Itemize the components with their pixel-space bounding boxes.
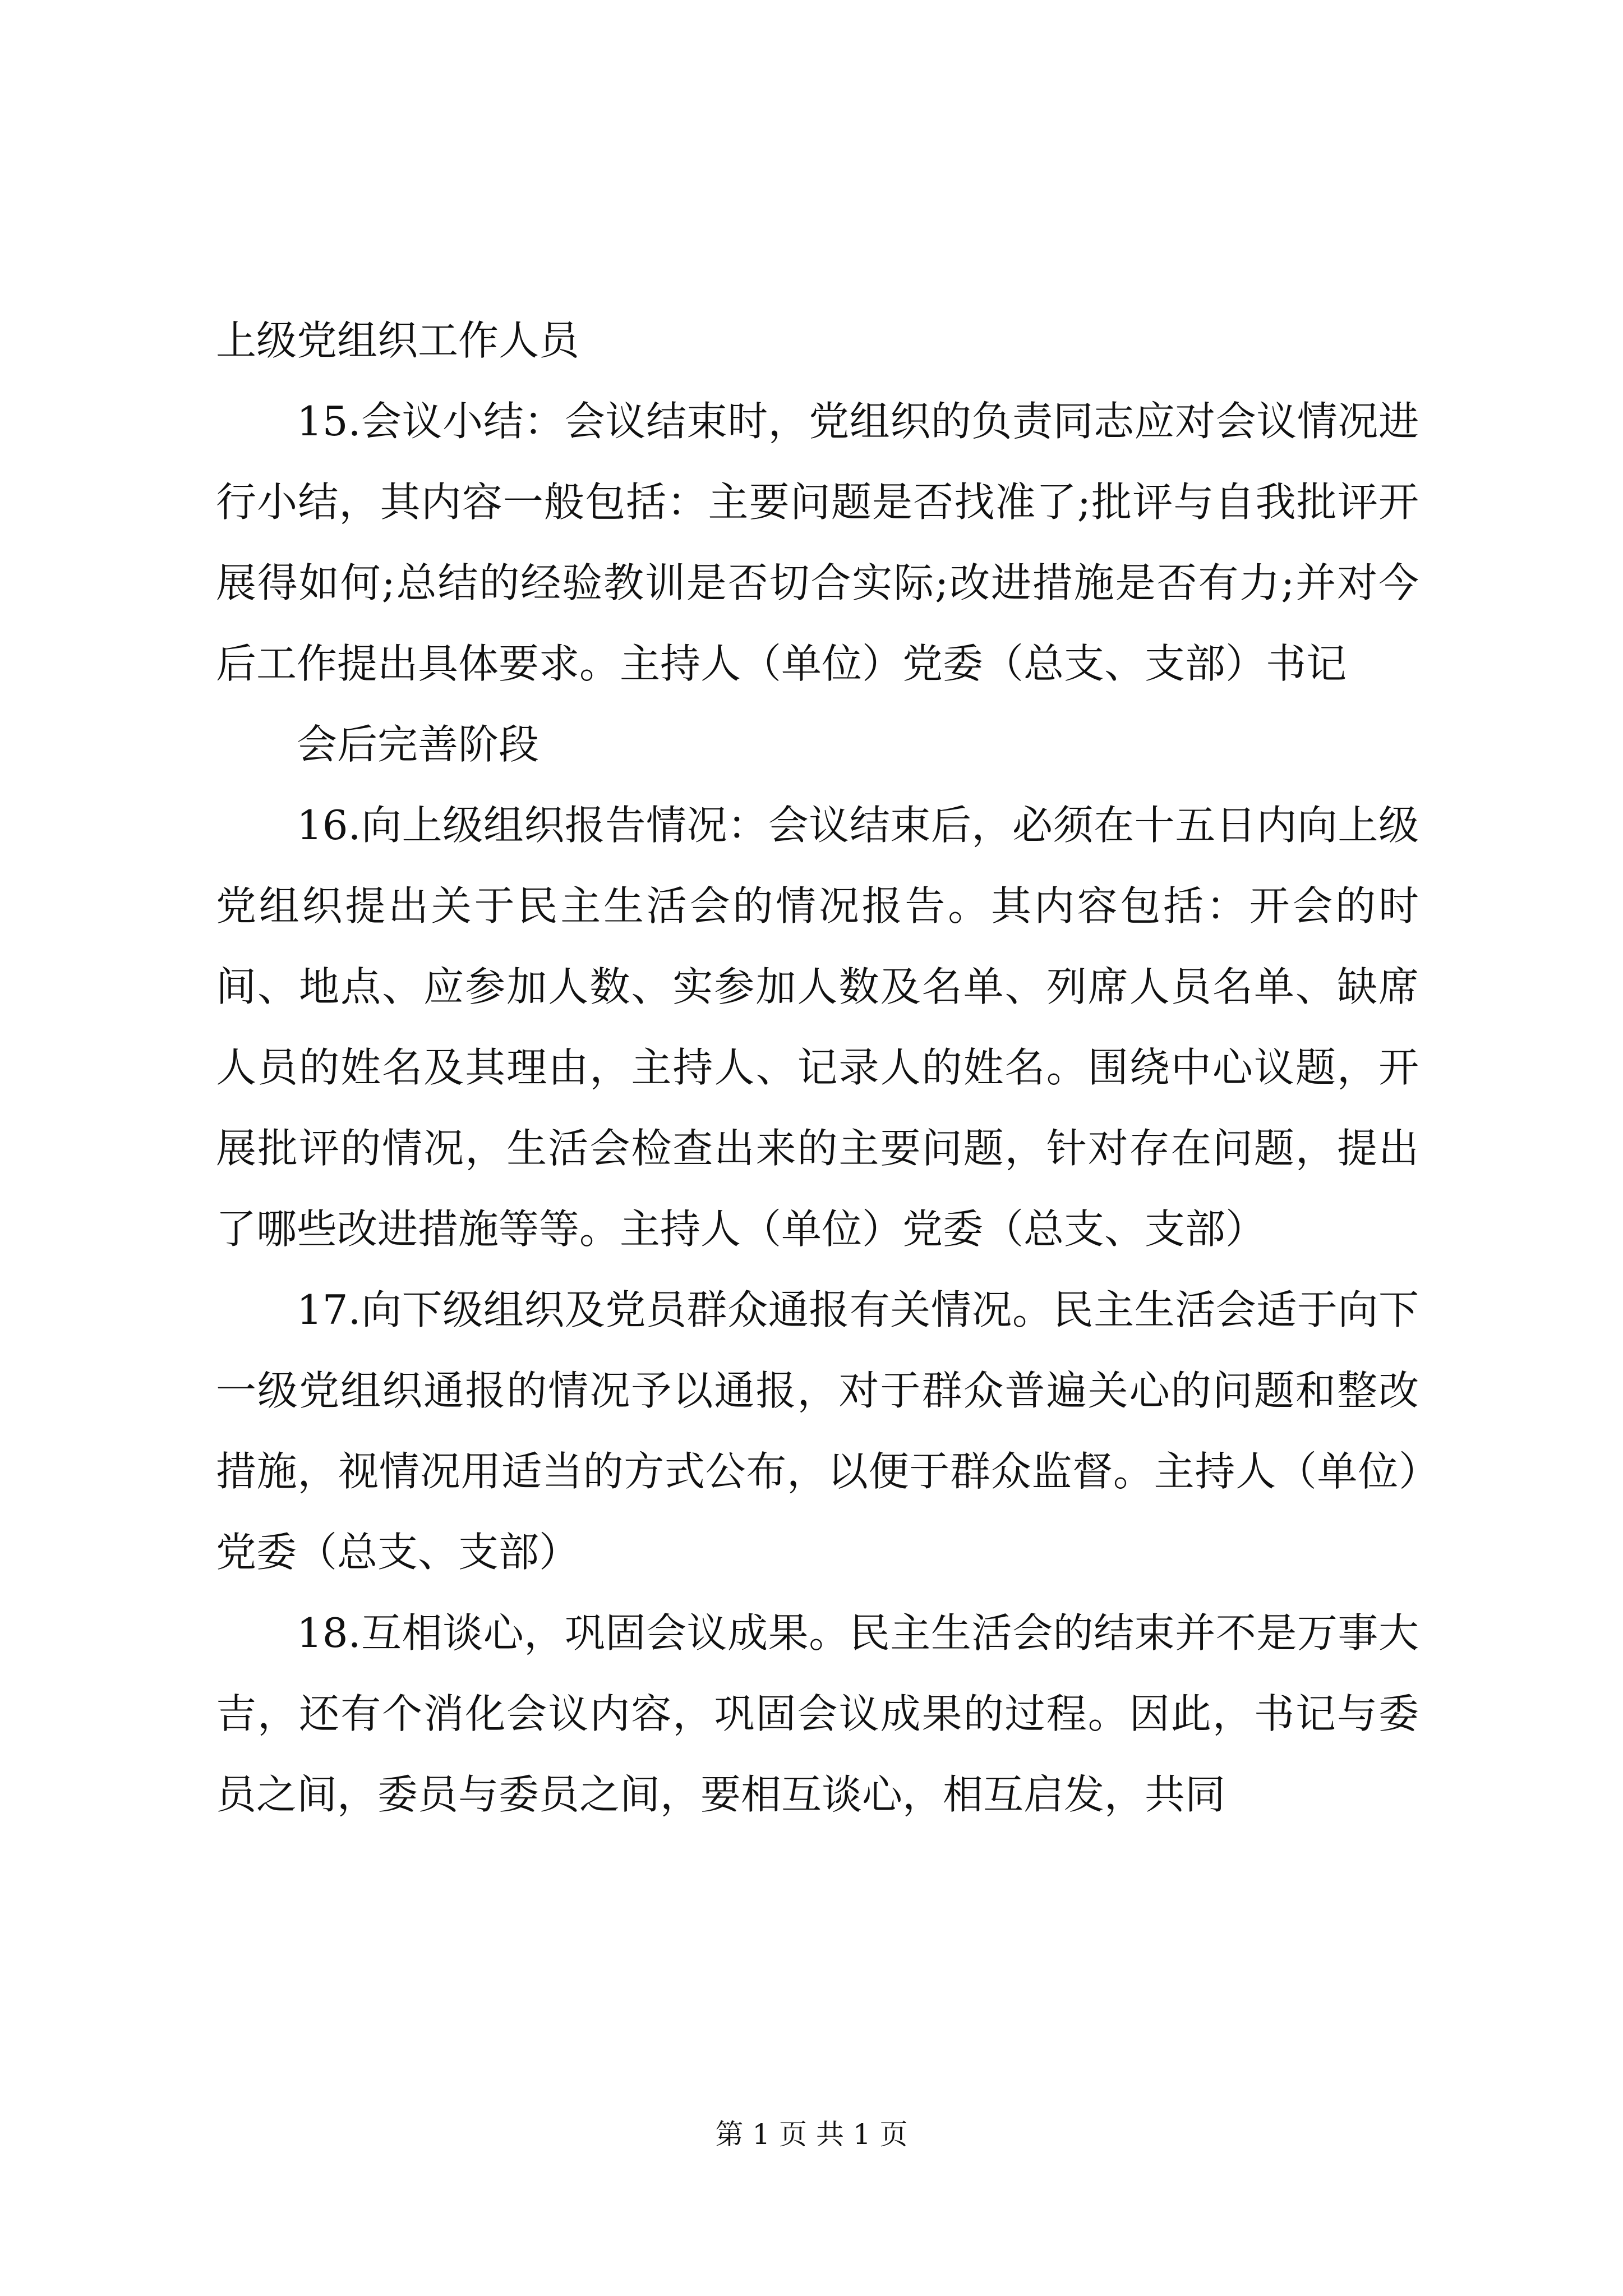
paragraph-continuation: 上级党组织工作人员 <box>216 317 580 364</box>
paragraph-item-15: 15.会议小结：会议结束时，党组织的负责同志应对会议情况进行小结，其内容一般包括：主要问题是否找准了;批评与自我批评开展得如何;总结的经验教训是否切合实际;改进措施是否有力;并对今后工作提出具体要求。主持人（单位）党委（总支、支部）书记 <box>216 398 1419 687</box>
page-number-footer: 第 1 页 共 1 页 <box>715 2118 908 2151</box>
document-body <box>216 300 1419 1835</box>
paragraph-item-18: 18.互相谈心，巩固会议成果。民主生活会的结束并不是万事大吉，还有个消化会议内容，巩固会议成果的过程。因此，书记与委员之间，委员与委员之间，要相互谈心，相互启发，共同 <box>216 1609 1419 1818</box>
section-heading: 会后完善阶段 <box>297 721 540 768</box>
paragraph-item-16: 16.向上级组织报告情况：会议结束后，必须在十五日内向上级党组织提出关于民主生活会的情况报告。其内容包括：开会的时间、地点、应参加人数、实参加人数及名单、列席人员名单、缺席人员的姓名及其理由，主持人、记录人的姓名。围绕中心议题，开展批评的情况，生活会检查出来的主要问题，针对存在问题，提出了哪些改进措施等等。主持人（单位）党委（总支、支部） <box>216 802 1419 1253</box>
paragraph-item-17: 17.向下级组织及党员群众通报有关情况。民主生活会适于向下一级党组织通报的情况予以通报，对于群众普遍关心的问题和整改措施，视情况用适当的方式公布，以便于群众监督。主持人（单位）党委（总支、支部） <box>216 1286 1419 1576</box>
